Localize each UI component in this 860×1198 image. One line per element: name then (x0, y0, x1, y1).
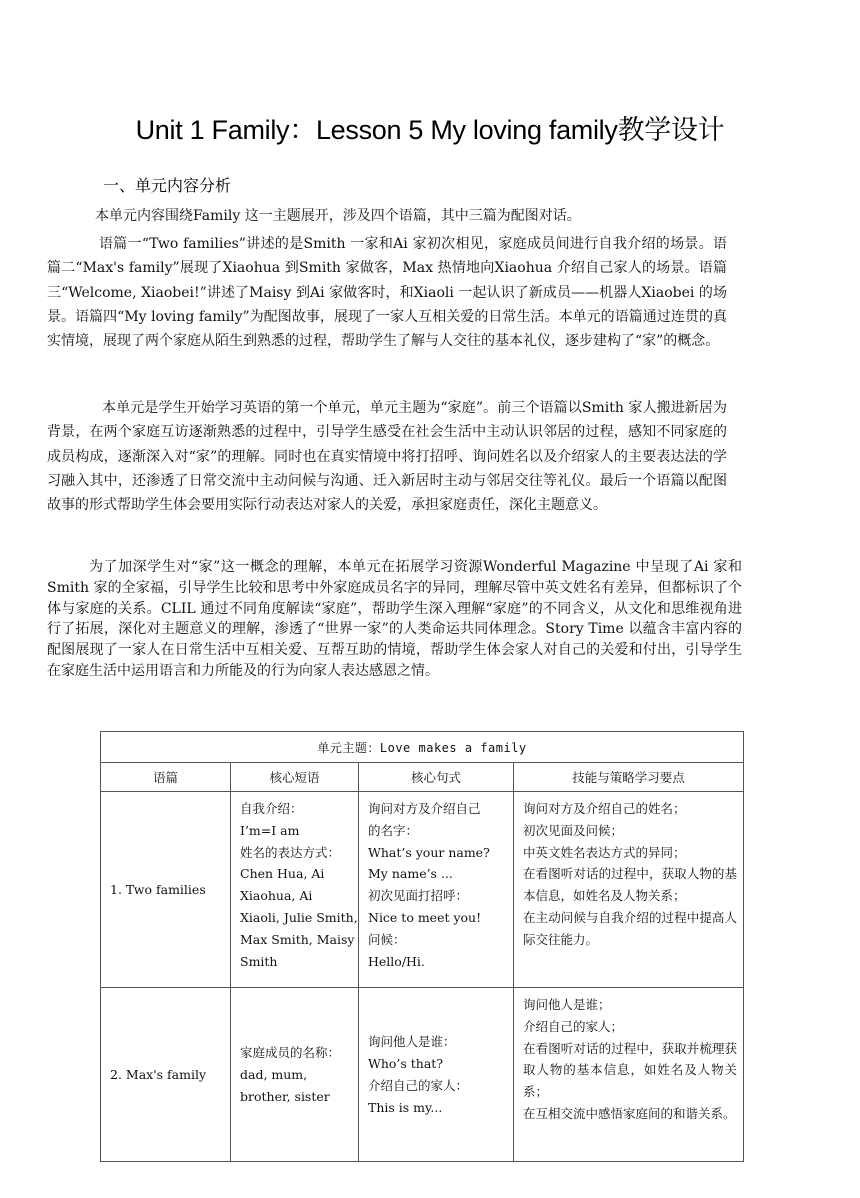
sentence-line: This is my... (368, 1099, 443, 1115)
phrase-line: Xiaoli, Julie Smith, (240, 909, 358, 925)
sentence-line: 初次见面打招呼： (368, 888, 469, 904)
sentences-cell (359, 792, 514, 988)
skill-item: 在主动问候与自我介绍的过程中提高人际交往能力。 (523, 909, 738, 947)
sentence-line: 介绍自己的家人： (368, 1078, 469, 1093)
phrase-line: 家庭成员的名称： (240, 1045, 341, 1061)
sentence-line: Nice to meet you! (368, 909, 482, 925)
skill-item: 在互相交流中感悟家庭间的和谐关系。 (523, 1105, 736, 1121)
header-skills: 技能与策略学习要点 (514, 763, 744, 792)
table-row (101, 792, 744, 988)
table-theme-row (101, 732, 744, 763)
paragraph-extension-resources: 为了加深学生对“家”这一概念的理解，本单元在拓展学习资源Wonderful Magazine 中呈现了Ai 家和 Smith 家的全家福，引导学生比较和思考中外家庭成员名字的异同，理解尽管中英文姓名有差异，但都标识了个体与家庭的关系。CLIL 通过不同角度解读“家庭”，帮助学生深入理解“家庭”的不同含义，从文化和思维视角进行了拓展，深化对主题意义的理解，渗透了“世界一家”的人类命运共同体理念。Story Time 以蕴含丰富内容的配图展现了一家人在日常生活中互相关爱、互帮互助的情境，帮助学生体会家人对自己的关爱和付出，引导学生在家庭生活中运用语言和力所能及的行为向家人表达感恩之情。 (47, 559, 742, 679)
sentence-line: 问候： (368, 931, 406, 947)
paragraph-texts-overview: 语篇一“Two families”讲述的是Smith 一家和Ai 家初次相见，家庭成员间进行自我介绍的场景。语篇二“Max's family”展现了Xiaohua 到Smith 家做客，Max 热情地向Xiaohua 介绍自己家人的场景。语篇三“Welcome, Xiaobei!”讲述了Maisy 到Ai 家做客时，和Xiaoli 一起认识了新成员——机器人Xiaobei 的场景。语篇四“My loving family”为配图故事，展现了一家人互相关爱的日常生活。本单元的语篇通过连贯的真实情境，展现了两个家庭从陌生到熟悉的过程，帮助学生了解与人交往的基本礼仪，逐步建构了“家”的概念。 (47, 236, 727, 350)
sentence-line: What’s your name? (368, 844, 490, 860)
phrases-cell (231, 988, 359, 1162)
skills-cell (514, 792, 744, 988)
phrases-cell (231, 792, 359, 988)
phrase-line: Xiaohua, Ai (240, 888, 313, 904)
lesson-cell: 2. Max's family (101, 988, 231, 1162)
sentence-line: Who’s that? (368, 1056, 444, 1072)
phrase-line: I’m=I am (240, 822, 300, 838)
skills-cell (514, 988, 744, 1162)
skill-item: 中英文姓名表达方式的异同； (523, 844, 686, 860)
phrase-line: brother, sister (240, 1088, 330, 1104)
sentence-line: My name’s ... (368, 866, 453, 882)
phrase-line: Chen Hua, Ai (240, 866, 325, 882)
lesson-cell: 1. Two families (101, 792, 231, 988)
sentence-line: 的名字： (368, 822, 419, 838)
section-heading: 一、单元内容分析 (103, 176, 232, 195)
table-header-row (101, 763, 744, 792)
sentences-cell (359, 988, 514, 1162)
phrase-line: Max Smith, Maisy (240, 931, 355, 947)
skill-item: 询问对方及介绍自己的姓名； (523, 801, 686, 816)
page-title: Unit 1 Family：Lesson 5 My loving family教学设计 (135, 115, 725, 145)
sentence-line: 询问对方及介绍自己 (368, 801, 481, 816)
table-row (101, 988, 744, 1162)
phrase-line: 姓名的表达方式： (240, 844, 341, 860)
skill-item: 初次见面及问候； (523, 822, 624, 838)
skill-item: 在看图听对话的过程中，获取人物的基本信息，如姓名及人物关系； (523, 866, 738, 904)
paragraph-unit-theme: 本单元是学生开始学习英语的第一个单元，单元主题为“家庭”。前三个语篇以Smith 家人搬进新居为背景，在两个家庭互访逐渐熟悉的过程中，引导学生感受在社会生活中主动认识邻居的过程，感知不同家庭的成员构成，逐渐深入对“家”的理解。同时也在真实情境中将打招呼、询问姓名以及介绍家人的主要表达法的学习融入其中，还渗透了日常交流中主动问候与沟通、迁入新居时主动与邻居交往等礼仪。最后一个语篇以配图故事的形式帮助学生体会要用实际行动表达对家人的关爱，承担家庭责任，深化主题意义。 (47, 400, 727, 514)
skill-item: 介绍自己的家人； (523, 1018, 624, 1034)
header-core-sentences: 核心句式 (359, 763, 514, 792)
phrase-line: 自我介绍： (240, 801, 303, 816)
header-core-phrases: 核心短语 (231, 763, 359, 792)
skill-item: 在看图听对话的过程中，获取并梳理获取人物的基本信息，如姓名及人物关系； (523, 1040, 738, 1100)
phrase-line: Smith (240, 953, 278, 969)
unit-theme-cell: 单元主题：Love makes a family (101, 732, 744, 763)
header-lesson: 语篇 (101, 763, 231, 792)
sentence-line: Hello/Hi. (368, 953, 425, 969)
skill-item: 询问他人是谁； (523, 997, 611, 1012)
phrase-line: dad, mum, (240, 1067, 308, 1083)
unit-overview-table (100, 731, 744, 1162)
sentence-line: 询问他人是谁： (368, 1034, 456, 1050)
paragraph-intro: 本单元内容围绕Family 这一主题展开，涉及四个语篇，其中三篇为配图对话。 (95, 208, 581, 224)
